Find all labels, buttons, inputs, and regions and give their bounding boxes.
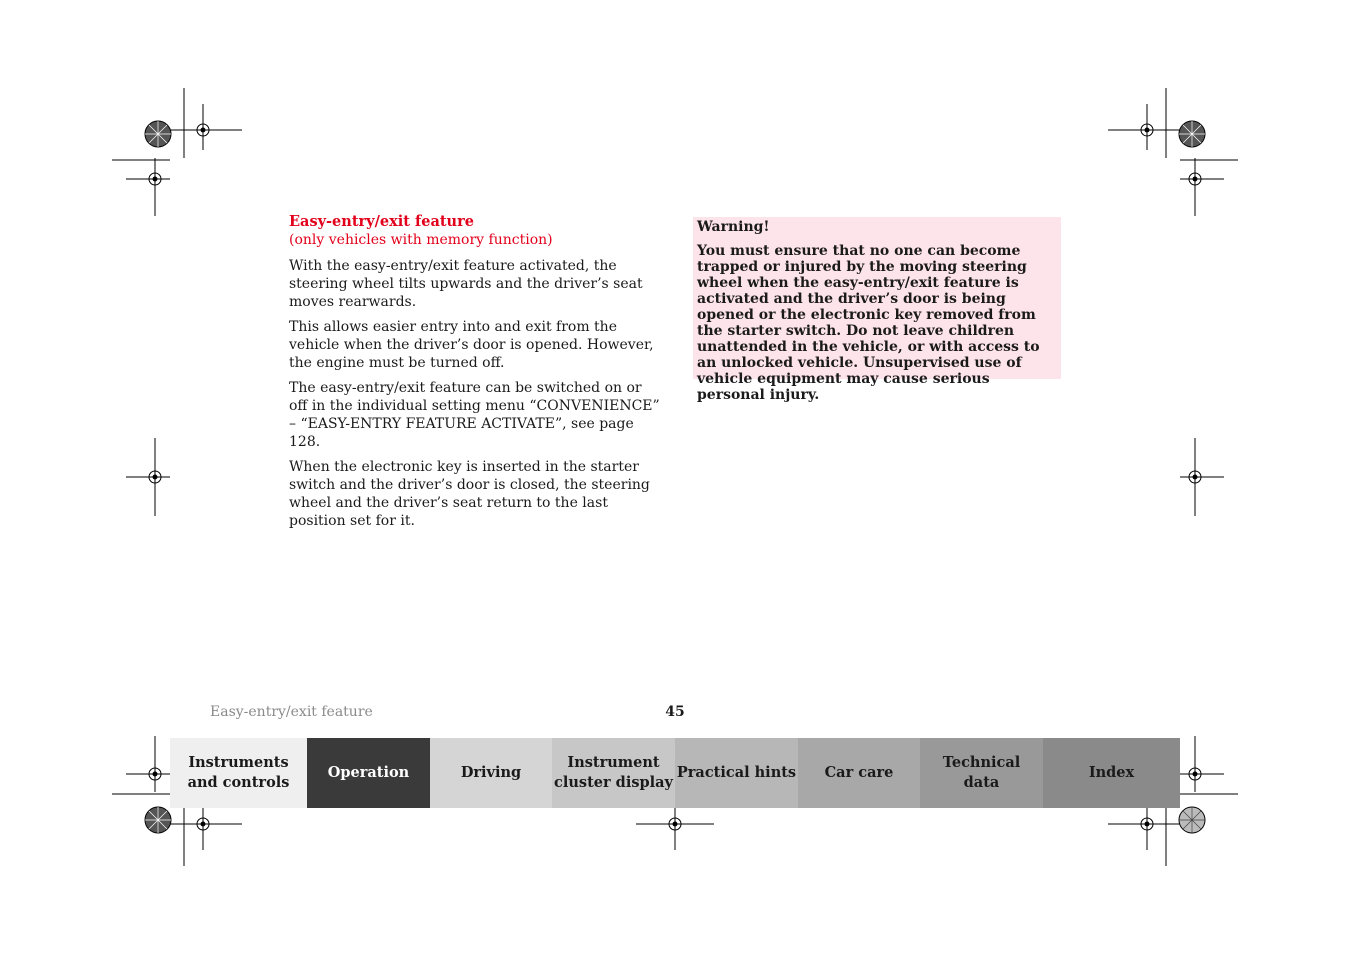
warning-title: Warning! (697, 219, 770, 235)
tab-practical-hints[interactable] (675, 738, 798, 808)
paragraph: This allows easier entry into and exit from the vehicle when the driver’s door is opened. However, the engine must be turned off. (289, 319, 654, 371)
tab-label: Instrument cluster display (554, 754, 673, 791)
tab-label: Car care (824, 764, 894, 781)
tab-label: Practical hints (676, 764, 797, 781)
paragraph: When the electronic key is inserted in the starter switch and the driver’s door is closed, the steering wheel and the driver’s seat return to the last position set for it. (289, 459, 650, 529)
paragraph: With the easy-entry/exit feature activated, the steering wheel tilts upwards and the driver’s seat moves rearwards. (289, 258, 643, 310)
section-subheading: (only vehicles with memory function) (289, 232, 553, 248)
warning-text: You must ensure that no one can become trapped or injured by the moving steering wheel when the easy-entry/exit feature is activated and the driver’s door is being opened or the electronic key removed from the starter switch. Do not leave children unattended in the vehicle, or with access to an unlocked vehicle. Unsupervised use of vehicle equipment may cause serious personal injury. (697, 243, 1040, 403)
tab-label: Instruments and controls (187, 754, 290, 791)
tab-technical-data[interactable] (920, 738, 1043, 808)
tab-instrument-cluster-display[interactable] (552, 738, 675, 808)
footer-title: Easy-entry/exit feature (210, 704, 373, 720)
tab-index[interactable] (1043, 738, 1180, 808)
tab-car-care[interactable] (798, 738, 920, 808)
warning-box (693, 217, 1061, 403)
section-heading: Easy-entry/exit feature (289, 213, 474, 230)
tab-label: Operation (327, 764, 410, 781)
page-number: 45 (665, 704, 685, 720)
paragraph: The easy-entry/exit feature can be switched on or off in the individual setting menu “CONVENIENCE” – “EASY-ENTRY FEATURE ACTIVATE”, see page 128. (289, 380, 660, 450)
tab-label: Driving (460, 764, 522, 781)
tab-label: Index (1088, 764, 1135, 781)
tab-driving[interactable] (430, 738, 552, 808)
tab-instruments-and-controls[interactable] (170, 738, 307, 808)
nav-tab-bar (170, 738, 1180, 808)
body-text (289, 257, 664, 537)
tab-label: Technical data (942, 754, 1021, 791)
tab-operation[interactable] (307, 738, 430, 808)
